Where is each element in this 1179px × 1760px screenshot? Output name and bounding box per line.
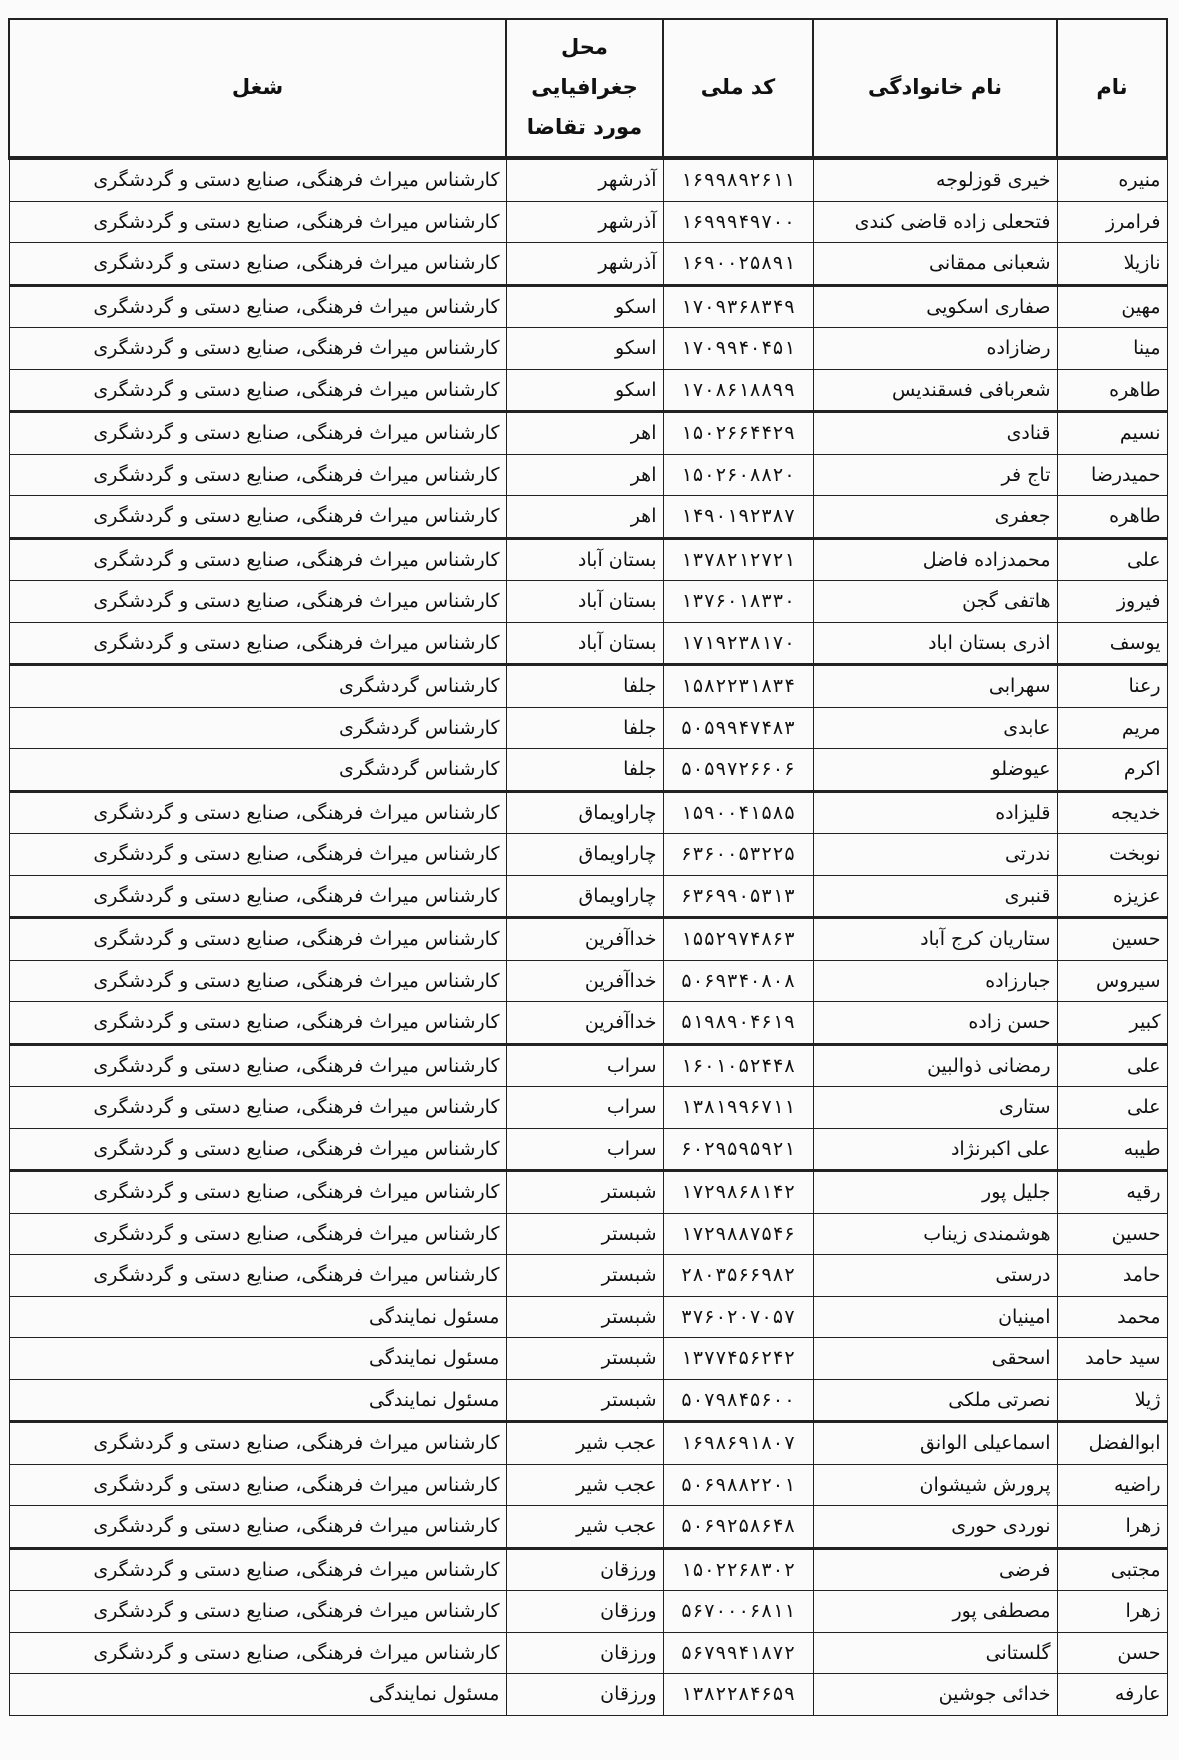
cell-job: کارشناس میراث فرهنگی، صنایع دستی و گردشگری: [9, 875, 506, 918]
cell-family: شعربافی فسقندیس: [813, 369, 1057, 412]
cell-job: کارشناس میراث فرهنگی، صنایع دستی و گردشگری: [9, 1464, 506, 1506]
cell-family: نصرتی ملکی: [813, 1379, 1057, 1422]
cell-name: حسین: [1057, 918, 1167, 961]
cell-name: رقیه: [1057, 1171, 1167, 1214]
cell-location: اهر: [506, 496, 663, 539]
cell-job: کارشناس میراث فرهنگی، صنایع دستی و گردشگری: [9, 369, 506, 412]
cell-national-code: ۱۷۱۹۲۳۸۱۷۰: [663, 622, 813, 665]
cell-family: گلستانی: [813, 1632, 1057, 1674]
cell-location: ورزقان: [506, 1591, 663, 1633]
cell-location: شبستر: [506, 1213, 663, 1255]
cell-job: کارشناس میراث فرهنگی، صنایع دستی و گردشگری: [9, 1632, 506, 1674]
header-location: [506, 19, 663, 158]
cell-name: کبیر: [1057, 1002, 1167, 1045]
cell-national-code: ۵۰۵۹۹۴۷۴۸۳: [663, 707, 813, 749]
cell-job: کارشناس میراث فرهنگی، صنایع دستی و گردشگری: [9, 1171, 506, 1214]
cell-job: کارشناس میراث فرهنگی، صنایع دستی و گردشگری: [9, 1548, 506, 1591]
cell-job: کارشناس میراث فرهنگی، صنایع دستی و گردشگری: [9, 1002, 506, 1045]
cell-family: خیری قوزلوجه: [813, 158, 1057, 201]
table-row: [9, 665, 1167, 708]
cell-family: اسحقی: [813, 1338, 1057, 1380]
cell-family: ستاری: [813, 1087, 1057, 1129]
cell-family: عابدی: [813, 707, 1057, 749]
cell-job: کارشناس میراث فرهنگی، صنایع دستی و گردشگری: [9, 1128, 506, 1171]
table-row: [9, 875, 1167, 918]
cell-national-code: ۱۳۸۱۹۹۶۷۱۱: [663, 1087, 813, 1129]
table-row: [9, 1548, 1167, 1591]
cell-national-code: ۱۷۰۹۹۴۰۴۵۱: [663, 328, 813, 370]
cell-job: کارشناس گردشگری: [9, 749, 506, 792]
cell-family: تاج فر: [813, 454, 1057, 496]
cell-job: کارشناس میراث فرهنگی، صنایع دستی و گردشگری: [9, 581, 506, 623]
cell-family: رمضانی ذوالبین: [813, 1044, 1057, 1087]
cell-location: اهر: [506, 412, 663, 455]
cell-family: قنادی: [813, 412, 1057, 455]
cell-national-code: ۱۳۷۷۴۵۶۲۴۲: [663, 1338, 813, 1380]
cell-location: شبستر: [506, 1171, 663, 1214]
cell-location: بستان آباد: [506, 622, 663, 665]
cell-name: عارفه: [1057, 1674, 1167, 1716]
cell-job: کارشناس میراث فرهنگی، صنایع دستی و گردشگری: [9, 1087, 506, 1129]
cell-national-code: ۶۰۲۹۵۹۵۹۲۱: [663, 1128, 813, 1171]
cell-name: علی: [1057, 1087, 1167, 1129]
cell-name: حسین: [1057, 1213, 1167, 1255]
table-row: [9, 1213, 1167, 1255]
cell-family: جبارزاده: [813, 960, 1057, 1002]
cell-family: هوشمندی زیناب: [813, 1213, 1057, 1255]
table-row: [9, 1002, 1167, 1045]
cell-family: عیوضلو: [813, 749, 1057, 792]
cell-family: فتحعلی زاده قاضی کندی: [813, 201, 1057, 243]
cell-name: حامد: [1057, 1255, 1167, 1297]
cell-job: کارشناس گردشگری: [9, 707, 506, 749]
cell-national-code: ۵۰۶۹۲۵۸۶۴۸: [663, 1506, 813, 1549]
cell-national-code: ۱۵۰۲۶۰۸۸۲۰: [663, 454, 813, 496]
header-row: [9, 19, 1167, 158]
cell-job: کارشناس میراث فرهنگی، صنایع دستی و گردشگری: [9, 960, 506, 1002]
cell-national-code: ۱۶۹۹۹۴۹۷۰۰: [663, 201, 813, 243]
table-row: [9, 158, 1167, 201]
cell-name: ژیلا: [1057, 1379, 1167, 1422]
cell-job: کارشناس میراث فرهنگی، صنایع دستی و گردشگری: [9, 285, 506, 328]
cell-name: منیره: [1057, 158, 1167, 201]
cell-family: صفاری اسکویی: [813, 285, 1057, 328]
cell-location: جلفا: [506, 665, 663, 708]
cell-national-code: ۱۶۹۰۰۲۵۸۹۱: [663, 243, 813, 286]
cell-national-code: ۱۷۲۹۸۸۷۵۴۶: [663, 1213, 813, 1255]
cell-job: کارشناس میراث فرهنگی، صنایع دستی و گردشگری: [9, 1044, 506, 1087]
cell-name: فرامرز: [1057, 201, 1167, 243]
cell-name: فیروز: [1057, 581, 1167, 623]
cell-location: شبستر: [506, 1255, 663, 1297]
cell-name: علی: [1057, 1044, 1167, 1087]
cell-name: مجتبی: [1057, 1548, 1167, 1591]
cell-name: طاهره: [1057, 496, 1167, 539]
cell-location: خداآفرین: [506, 918, 663, 961]
cell-family: فرضی: [813, 1548, 1057, 1591]
table-row: [9, 1255, 1167, 1297]
table-row: [9, 1464, 1167, 1506]
header-location-line2: مورد تقاضا: [526, 114, 643, 139]
cell-location: شبستر: [506, 1379, 663, 1422]
table-row: [9, 1632, 1167, 1674]
table-row: [9, 1338, 1167, 1380]
cell-family: ندرتی: [813, 834, 1057, 876]
cell-location: چاراویماق: [506, 875, 663, 918]
cell-name: طاهره: [1057, 369, 1167, 412]
cell-family: اذری بستان اباد: [813, 622, 1057, 665]
cell-name: مریم: [1057, 707, 1167, 749]
cell-national-code: ۱۶۹۸۶۹۱۸۰۷: [663, 1422, 813, 1465]
cell-name: حسن: [1057, 1632, 1167, 1674]
table-row: [9, 1296, 1167, 1338]
cell-job: کارشناس میراث فرهنگی، صنایع دستی و گردشگری: [9, 1506, 506, 1549]
cell-name: مهین: [1057, 285, 1167, 328]
table-row: [9, 369, 1167, 412]
table-row: [9, 960, 1167, 1002]
table-row: [9, 1171, 1167, 1214]
cell-location: بستان آباد: [506, 581, 663, 623]
cell-family: علی اکبرنژاد: [813, 1128, 1057, 1171]
cell-job: کارشناس میراث فرهنگی، صنایع دستی و گردشگری: [9, 1422, 506, 1465]
cell-location: آذرشهر: [506, 201, 663, 243]
cell-job: کارشناس میراث فرهنگی، صنایع دستی و گردشگری: [9, 243, 506, 286]
cell-name: زهرا: [1057, 1591, 1167, 1633]
cell-national-code: ۱۷۰۹۳۶۸۳۴۹: [663, 285, 813, 328]
cell-family: قلیزاده: [813, 791, 1057, 834]
cell-location: جلفا: [506, 707, 663, 749]
cell-name: راضیه: [1057, 1464, 1167, 1506]
cell-job: کارشناس میراث فرهنگی، صنایع دستی و گردشگری: [9, 538, 506, 581]
cell-location: ورزقان: [506, 1548, 663, 1591]
cell-family: امینیان: [813, 1296, 1057, 1338]
cell-name: عزیزه: [1057, 875, 1167, 918]
table-row: [9, 791, 1167, 834]
cell-location: جلفا: [506, 749, 663, 792]
cell-name: طیبه: [1057, 1128, 1167, 1171]
cell-national-code: ۱۳۷۶۰۱۸۳۳۰: [663, 581, 813, 623]
cell-job: کارشناس میراث فرهنگی، صنایع دستی و گردشگری: [9, 201, 506, 243]
table-body: [9, 158, 1167, 1715]
cell-name: مینا: [1057, 328, 1167, 370]
cell-family: اسماعیلی الوانق: [813, 1422, 1057, 1465]
cell-name: سید حامد: [1057, 1338, 1167, 1380]
table-row: [9, 285, 1167, 328]
cell-family: خدائی جوشین: [813, 1674, 1057, 1716]
cell-job: کارشناس میراث فرهنگی، صنایع دستی و گردشگری: [9, 622, 506, 665]
cell-national-code: ۵۰۶۹۳۴۰۸۰۸: [663, 960, 813, 1002]
table-row: [9, 622, 1167, 665]
table-row: [9, 1591, 1167, 1633]
header-family: نام خانوادگی: [813, 19, 1057, 158]
cell-location: اسکو: [506, 369, 663, 412]
table-row: [9, 538, 1167, 581]
cell-name: رعنا: [1057, 665, 1167, 708]
cell-national-code: ۱۴۹۰۱۹۲۳۸۷: [663, 496, 813, 539]
header-location-line1: محل جغرافیایی: [531, 35, 638, 100]
cell-job: کارشناس میراث فرهنگی، صنایع دستی و گردشگری: [9, 412, 506, 455]
cell-family: پرورش شیشوان: [813, 1464, 1057, 1506]
cell-location: سراب: [506, 1128, 663, 1171]
header-name: نام: [1057, 19, 1167, 158]
applicants-table: [8, 18, 1168, 1716]
cell-name: ابوالفضل: [1057, 1422, 1167, 1465]
cell-family: جعفری: [813, 496, 1057, 539]
cell-national-code: ۵۶۷۹۹۴۱۸۷۲: [663, 1632, 813, 1674]
cell-name: اکرم: [1057, 749, 1167, 792]
cell-name: یوسف: [1057, 622, 1167, 665]
cell-name: زهرا: [1057, 1506, 1167, 1549]
cell-job: کارشناس میراث فرهنگی، صنایع دستی و گردشگری: [9, 918, 506, 961]
table-row: [9, 1379, 1167, 1422]
table-row: [9, 1044, 1167, 1087]
table-row: [9, 918, 1167, 961]
cell-national-code: ۱۵۰۲۶۶۴۴۲۹: [663, 412, 813, 455]
cell-job: کارشناس میراث فرهنگی، صنایع دستی و گردشگری: [9, 328, 506, 370]
table-row: [9, 243, 1167, 286]
cell-national-code: ۶۳۶۹۹۰۵۳۱۳: [663, 875, 813, 918]
cell-family: رضازاده: [813, 328, 1057, 370]
cell-location: اهر: [506, 454, 663, 496]
cell-name: محمد: [1057, 1296, 1167, 1338]
table-row: [9, 328, 1167, 370]
cell-job: مسئول نمایندگی: [9, 1379, 506, 1422]
cell-job: کارشناس میراث فرهنگی، صنایع دستی و گردشگری: [9, 1591, 506, 1633]
cell-location: اسکو: [506, 328, 663, 370]
cell-location: سراب: [506, 1044, 663, 1087]
table-header: [9, 19, 1167, 158]
cell-family: سهرابی: [813, 665, 1057, 708]
cell-national-code: ۵۶۷۰۰۰۶۸۱۱: [663, 1591, 813, 1633]
cell-family: مصطفی پور: [813, 1591, 1057, 1633]
cell-job: مسئول نمایندگی: [9, 1338, 506, 1380]
cell-family: درستی: [813, 1255, 1057, 1297]
cell-family: حسن زاده: [813, 1002, 1057, 1045]
cell-location: شبستر: [506, 1296, 663, 1338]
cell-job: مسئول نمایندگی: [9, 1674, 506, 1716]
cell-location: ورزقان: [506, 1632, 663, 1674]
cell-name: علی: [1057, 538, 1167, 581]
cell-location: آذرشهر: [506, 243, 663, 286]
cell-job: کارشناس میراث فرهنگی، صنایع دستی و گردشگری: [9, 158, 506, 201]
cell-name: نوبخت: [1057, 834, 1167, 876]
cell-national-code: ۱۳۷۸۲۱۲۷۲۱: [663, 538, 813, 581]
cell-family: جلیل پور: [813, 1171, 1057, 1214]
cell-name: سیروس: [1057, 960, 1167, 1002]
table-row: [9, 201, 1167, 243]
header-job: شغل: [9, 19, 506, 158]
cell-national-code: ۱۳۸۲۲۸۴۶۵۹: [663, 1674, 813, 1716]
cell-national-code: ۳۷۶۰۲۰۷۰۵۷: [663, 1296, 813, 1338]
table-row: [9, 412, 1167, 455]
cell-location: چاراویماق: [506, 834, 663, 876]
cell-job: کارشناس میراث فرهنگی، صنایع دستی و گردشگری: [9, 791, 506, 834]
cell-location: خداآفرین: [506, 1002, 663, 1045]
cell-job: کارشناس میراث فرهنگی، صنایع دستی و گردشگری: [9, 496, 506, 539]
cell-location: عجب شیر: [506, 1422, 663, 1465]
table-row: [9, 454, 1167, 496]
table-row: [9, 1674, 1167, 1716]
cell-national-code: ۱۷۰۸۶۱۸۸۹۹: [663, 369, 813, 412]
cell-job: کارشناس میراث فرهنگی، صنایع دستی و گردشگری: [9, 454, 506, 496]
cell-location: سراب: [506, 1087, 663, 1129]
cell-national-code: ۱۵۵۲۹۷۴۸۶۳: [663, 918, 813, 961]
table-row: [9, 749, 1167, 792]
table-row: [9, 1506, 1167, 1549]
table-row: [9, 496, 1167, 539]
cell-location: عجب شیر: [506, 1506, 663, 1549]
cell-job: کارشناس میراث فرهنگی، صنایع دستی و گردشگری: [9, 834, 506, 876]
table-row: [9, 834, 1167, 876]
cell-national-code: ۵۰۶۹۸۸۲۲۰۱: [663, 1464, 813, 1506]
cell-national-code: ۱۶۹۹۸۹۲۶۱۱: [663, 158, 813, 201]
table-row: [9, 1128, 1167, 1171]
cell-national-code: ۱۷۲۹۸۶۸۱۴۲: [663, 1171, 813, 1214]
cell-family: شعبانی ممقانی: [813, 243, 1057, 286]
cell-location: عجب شیر: [506, 1464, 663, 1506]
table-row: [9, 1087, 1167, 1129]
cell-location: شبستر: [506, 1338, 663, 1380]
cell-location: بستان آباد: [506, 538, 663, 581]
cell-national-code: ۲۸۰۳۵۶۶۹۸۲: [663, 1255, 813, 1297]
cell-national-code: ۵۰۵۹۷۲۶۶۰۶: [663, 749, 813, 792]
cell-location: اسکو: [506, 285, 663, 328]
header-national-code: کد ملی: [663, 19, 813, 158]
cell-national-code: ۵۱۹۸۹۰۴۶۱۹: [663, 1002, 813, 1045]
cell-name: نازیلا: [1057, 243, 1167, 286]
cell-national-code: ۱۵۹۰۰۴۱۵۸۵: [663, 791, 813, 834]
cell-name: حمیدرضا: [1057, 454, 1167, 496]
cell-national-code: ۱۵۰۲۲۶۸۳۰۲: [663, 1548, 813, 1591]
cell-location: ورزقان: [506, 1674, 663, 1716]
cell-location: خداآفرین: [506, 960, 663, 1002]
cell-job: مسئول نمایندگی: [9, 1296, 506, 1338]
cell-location: چاراویماق: [506, 791, 663, 834]
cell-job: کارشناس میراث فرهنگی، صنایع دستی و گردشگری: [9, 1213, 506, 1255]
cell-family: هاتفی گجن: [813, 581, 1057, 623]
cell-national-code: ۱۵۸۲۲۳۱۸۳۴: [663, 665, 813, 708]
cell-location: آذرشهر: [506, 158, 663, 201]
cell-job: کارشناس گردشگری: [9, 665, 506, 708]
cell-national-code: ۵۰۷۹۸۴۵۶۰۰: [663, 1379, 813, 1422]
cell-family: محمدزاده فاضل: [813, 538, 1057, 581]
cell-family: قنبری: [813, 875, 1057, 918]
table-row: [9, 581, 1167, 623]
cell-name: نسیم: [1057, 412, 1167, 455]
cell-national-code: ۱۶۰۱۰۵۲۴۴۸: [663, 1044, 813, 1087]
cell-name: خدیجه: [1057, 791, 1167, 834]
cell-family: نوردی حوری: [813, 1506, 1057, 1549]
cell-national-code: ۶۳۶۰۰۵۳۲۲۵: [663, 834, 813, 876]
cell-family: ستاریان کرج آباد: [813, 918, 1057, 961]
table-row: [9, 1422, 1167, 1465]
cell-job: کارشناس میراث فرهنگی، صنایع دستی و گردشگری: [9, 1255, 506, 1297]
table-row: [9, 707, 1167, 749]
